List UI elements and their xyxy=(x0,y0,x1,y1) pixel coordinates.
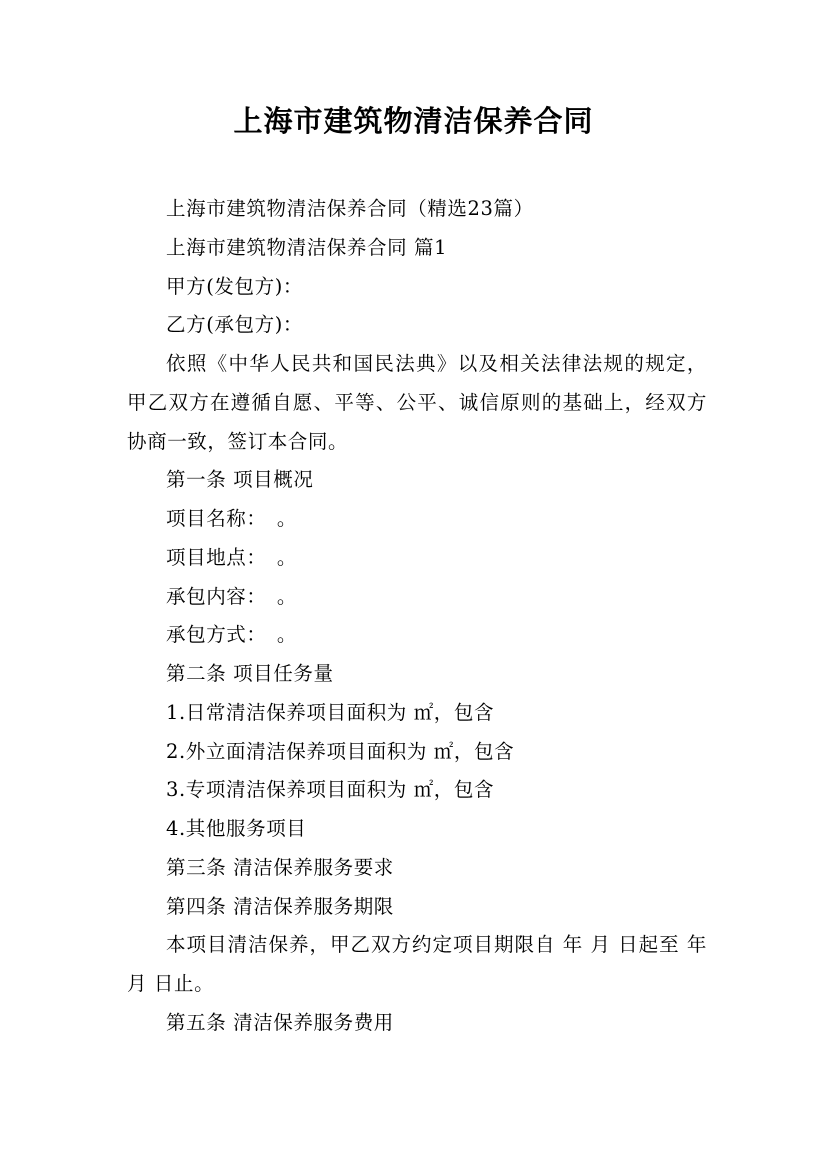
paragraph-article-1: 第一条 项目概况 xyxy=(166,468,314,492)
paragraph-contract-content: 承包内容： 。 xyxy=(166,584,297,608)
paragraph-preamble: 依照《中华人民共和国民法典》以及相关法律法规的规定，甲乙双方在遵循自愿、平等、公平、诚信原则的基础上，经双方协商一致，签订本合同。 xyxy=(127,352,707,453)
paragraph-project-location: 项目地点： 。 xyxy=(166,545,297,569)
paragraph-project-name: 项目名称： 。 xyxy=(166,507,297,530)
document-body xyxy=(127,190,714,1043)
paragraph-item-3: 3.专项清洁保养项目面积为 ㎡，包含 xyxy=(166,778,495,802)
paragraph-term: 本项目清洁保养，甲乙双方约定项目期限自 年 月 日起至 年 月 日止。 xyxy=(127,933,714,995)
paragraph-article-2: 第二条 项目任务量 xyxy=(166,662,334,685)
paragraph-section-heading: 上海市建筑物清洁保养合同 篇1 xyxy=(166,235,448,259)
paragraph-article-5: 第五条 清洁保养服务费用 xyxy=(166,1010,394,1034)
paragraph-contract-method: 承包方式： 。 xyxy=(166,623,297,647)
paragraph-party-a: 甲方(发包方)： xyxy=(166,274,304,298)
paragraph-subtitle: 上海市建筑物清洁保养合同（精选23篇） xyxy=(166,197,534,220)
paragraph-item-1: 1.日常清洁保养项目面积为 ㎡，包含 xyxy=(166,700,495,724)
document-title: 上海市建筑物清洁保养合同 xyxy=(233,104,594,138)
paragraph-item-2: 2.外立面清洁保养项目面积为 ㎡，包含 xyxy=(166,739,515,763)
paragraph-item-4: 4.其他服务项目 xyxy=(166,817,307,840)
paragraph-article-3: 第三条 清洁保养服务要求 xyxy=(166,855,394,879)
paragraph-party-b: 乙方(承包方)： xyxy=(166,313,304,337)
paragraph-article-4: 第四条 清洁保养服务期限 xyxy=(166,894,394,918)
